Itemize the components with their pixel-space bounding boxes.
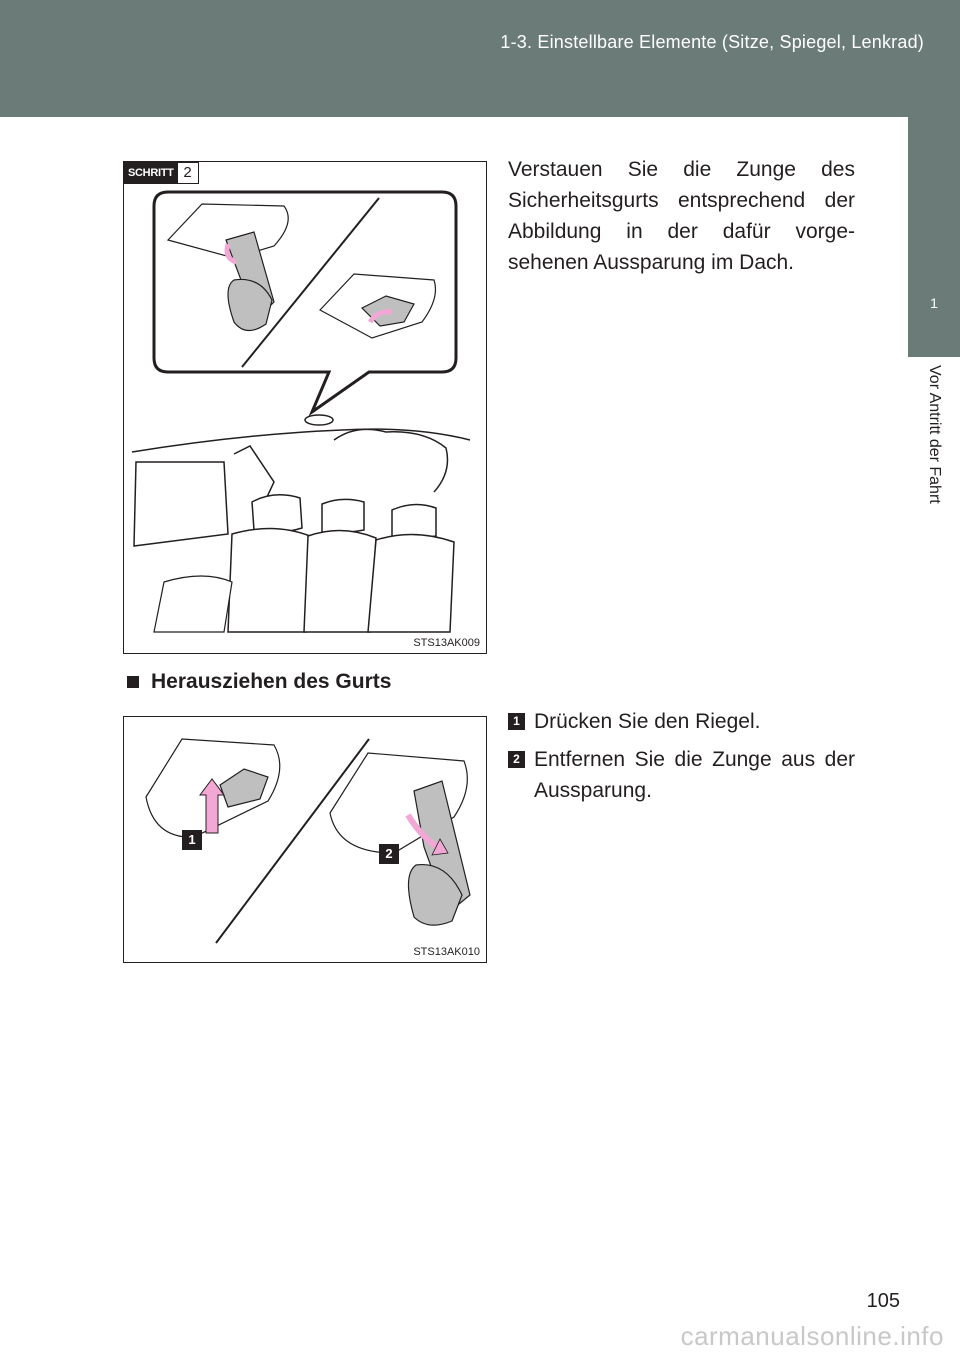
chapter-number: 1 <box>930 295 938 311</box>
step-text: Drücken Sie den Riegel. <box>534 710 761 733</box>
watermark: carmanualsonline.info <box>680 1321 944 1351</box>
figure-code: STS13AK010 <box>413 946 480 958</box>
header-bar <box>0 0 960 117</box>
step-number: 2 <box>178 162 199 184</box>
chapter-label: Vor Antritt der Fahrt <box>926 365 943 504</box>
step-word: SCHRITT <box>124 162 178 184</box>
page-number: 105 <box>866 1290 900 1312</box>
step-marker: 2 <box>508 751 525 768</box>
step-text: Entfernen Sie die Zunge aus der Aussparung. <box>534 748 855 802</box>
figure-code: STS13AK009 <box>413 637 480 649</box>
step-marker: 1 <box>508 713 525 730</box>
figure-belt-removal <box>123 716 487 963</box>
section-heading-text: Herausziehen des Gurts <box>151 670 392 693</box>
chapter-tab <box>908 117 960 357</box>
figure-marker-2: 2 <box>379 844 399 864</box>
roof-storage-illustration <box>124 162 486 653</box>
figure-marker-1: 1 <box>182 830 202 850</box>
figure-roof-storage <box>123 161 487 654</box>
section-title: 1-3. Einstellbare Elemente (Sitze, Spiegel, Lenkrad) <box>500 32 924 52</box>
instruction-paragraph: Verstauen Sie die Zunge des Sicherheitsgurts entsprechend der Abbildung in der dafür vorge-sehenen Aussparung im Dach. <box>508 158 855 274</box>
section-heading <box>127 670 391 694</box>
list-item <box>508 744 855 806</box>
list-item <box>508 706 855 737</box>
square-bullet-icon <box>127 676 139 688</box>
steps-list <box>508 706 855 813</box>
belt-removal-illustration <box>124 717 486 962</box>
chapter-label-area <box>908 357 960 607</box>
